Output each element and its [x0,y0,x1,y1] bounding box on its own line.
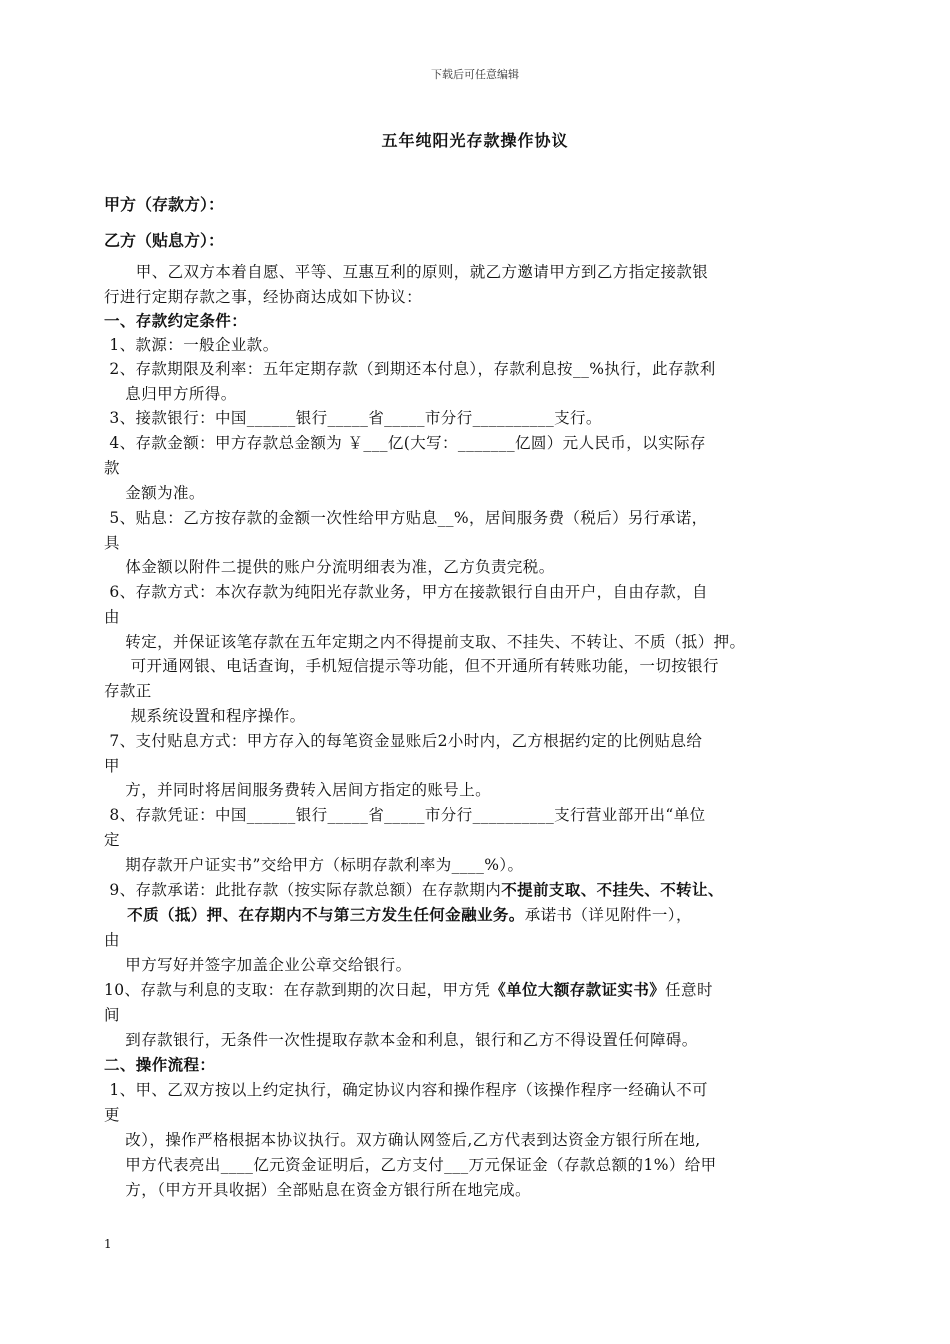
clause-line: 5、贴息：乙方按存款的金额一次性给甲方贴息__%，居间服务费（税后）另行承诺， [104,509,708,527]
bold-commitment: 不提前支取、不挂失、不转让、 [501,880,724,899]
clause-line: 甲方代表亮出____亿元资金证明后，乙方支付___万元保证金（存款总额的1%）给甲 [104,1156,717,1174]
clause-line: 改），操作严格根据本协议执行。双方确认网签后,乙方代表到达资金方银行所在地, [104,1131,701,1149]
section-heading-1: 一、存款约定条件： [104,311,248,330]
body-line: 行进行定期存款之事，经协商达成如下协议： [104,288,423,306]
clause-line: 可开通网银、电话查询，手机短信提示等功能，但不开通所有转账功能，一切按银行 [104,657,719,675]
clause-line: 1、甲、乙双方按以上约定执行，确定协议内容和操作程序（该操作程序一经确认不可 [104,1081,708,1099]
clause-line: 具 [104,534,120,552]
clause-line: 定 [104,831,120,849]
clause-line [104,880,864,900]
party-a-label: 甲方（存款方）： [104,195,225,214]
clause-line: 体金额以附件二提供的账户分流明细表为准，乙方负责完税。 [104,558,555,576]
clause-line: 由 [104,608,120,626]
clause-line: 2、存款期限及利率：五年定期存款（到期还本付息），存款利息按__%执行，此存款利 [104,360,716,378]
clause-line: 1、款源：一般企业款。 [104,336,279,354]
clause-line: 甲 [104,757,120,775]
clause-line: 更 [104,1106,120,1124]
clause-line: 间 [104,1006,120,1024]
clause-line: 到存款银行，无条件一次性提取存款本金和利息，银行和乙方不得设置任何障碍。 [104,1031,698,1049]
clause-line: 6、存款方式：本次存款为纯阳光存款业务，甲方在接款银行自由开户，自由存款，自 [104,583,708,601]
bold-certificate-name: 《单位大额存款证实书》 [490,980,666,999]
clause-text: 9、存款承诺：此批存款（按实际存款总额）在存款期内 [104,881,502,899]
document-title: 五年纯阳光存款操作协议 [381,131,569,150]
clause-line: 甲方写好并签字加盖企业公章交给银行。 [104,956,412,974]
clause-line: 规系统设置和程序操作。 [104,707,306,725]
clause-line: 款 [104,459,120,477]
clause-text: 承诺书（详见附件一）， [524,906,692,924]
clause-line: 存款正 [104,682,152,700]
bold-commitment: 不质（抵）押、在存期内不与第三方发生任何金融业务。 [104,905,525,924]
clause-line: 由 [104,931,120,949]
clause-line: 4、存款金额：甲方存款总金额为 ￥___亿(大写：_______亿圆）元人民币，以实际存 [104,434,706,452]
clause-text: 任意时 [665,981,713,999]
clause-line: 方，（甲方开具收据）全部贴息在资金方银行所在地完成。 [104,1181,531,1199]
clause-line [104,980,864,1000]
party-b-label: 乙方（贴息方）： [104,231,225,250]
clause-line [104,905,864,925]
clause-line: 转定，并保证该笔存款在五年定期之内不得提前支取、不挂失、不转让、不质（抵）押。 [104,633,746,651]
clause-line: 期存款开户证实书”交给甲方（标明存款利率为____%）。 [104,856,524,874]
clause-line: 息归甲方所得。 [104,385,237,403]
page-header-note: 下载后可任意编辑 [431,68,519,81]
clause-text: 10、存款与利息的支取：在存款到期的次日起，甲方凭 [104,981,491,999]
section-heading-2: 二、操作流程： [104,1055,216,1074]
page-number: 1 [104,1237,112,1251]
clause-line: 7、支付贴息方式：甲方存入的每笔资金显账后2小时内，乙方根据约定的比例贴息给 [104,732,703,750]
clause-line: 3、接款银行：中国______银行_____省_____市分行__________支行。 [104,409,602,427]
clause-line: 方，并同时将居间服务费转入居间方指定的账号上。 [104,781,492,799]
body-line: 甲、乙双方本着自愿、平等、互惠互利的原则，就乙方邀请甲方到乙方指定接款银 [104,263,709,281]
clause-line: 金额为准。 [104,484,205,502]
clause-line: 8、存款凭证：中国______银行_____省_____市分行__________支行营业部开出“单位 [104,806,706,824]
